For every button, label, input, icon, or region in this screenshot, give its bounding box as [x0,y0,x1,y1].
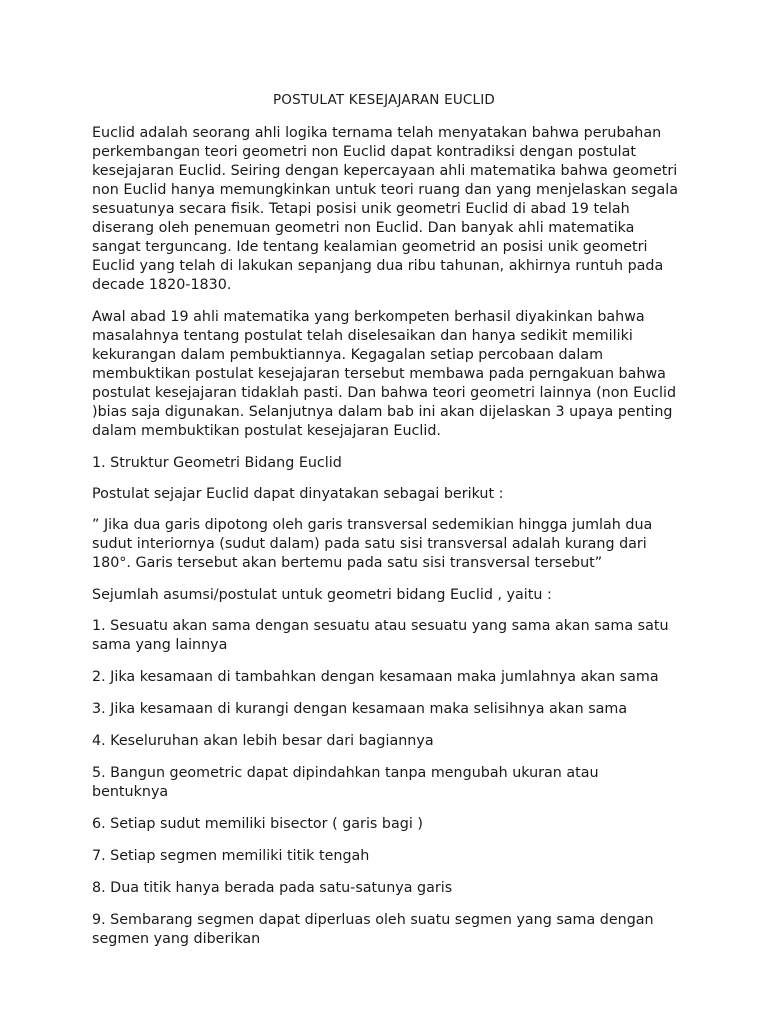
list-item: 9. Sembarang segmen dapat diperluas oleh suatu segmen yang sama dengan segmen yang diberikan [92,912,654,947]
document-body [92,124,678,962]
section-heading: 1. Struktur Geometri Bidang Euclid [92,455,342,471]
list-item: 2. Jika kesamaan di tambahkan dengan kesamaan maka jumlahnya akan sama [92,669,659,685]
list-item: 8. Dua titik hanya berada pada satu-satunya garis [92,880,453,896]
paragraph-postulat-intro: Postulat sejajar Euclid dapat dinyatakan sebagai berikut : [92,486,504,502]
list-item: 5. Bangun geometric dapat dipindahkan tanpa mengubah ukuran atau bentuknya [92,765,599,800]
list-item: 1. Sesuatu akan sama dengan sesuatu atau sesuatu yang sama akan sama satu sama yang lainnya [92,618,669,653]
list-item: 3. Jika kesamaan di kurangi dengan kesamaan maka selisihnya akan sama [92,701,628,717]
list-item: 6. Setiap sudut memiliki bisector ( garis bagi ) [92,816,423,832]
document-title: POSTULAT KESEJAJARAN EUCLID [272,92,496,108]
list-item: 7. Setiap segmen memiliki titik tengah [92,848,370,864]
paragraph-awal-abad: Awal abad 19 ahli matematika yang berkompeten berhasil diyakinkan bahwa masalahnya tentang postulat telah diselesaikan dan hanya sedikit memiliki kekurangan dalam pembuktiannya. Kegagalan setiap percobaan dalam membuktikan postulat kesejajaran tersebut membawa pada perngakuan bahwa postulat kesejajaran tidaklah pasti. Dan bahwa teori geometri lainnya (non Euclid )bias saja digunakan. Selanjutnya dalam bab ini akan dijelaskan 3 upaya penting dalam membuktikan postulat kesejajaran Euclid. [92,309,677,439]
paragraph-asumsi-intro: Sejumlah asumsi/postulat untuk geometri bidang Euclid , yaitu : [92,587,552,603]
paragraph-intro: Euclid adalah seorang ahli logika ternama telah menyatakan bahwa perubahan perkembangan teori geometri non Euclid dapat kontradiksi dengan postulat kesejajaran Euclid. Seiring dengan kepercayaan ahli matematika bahwa geometri non Euclid hanya memungkinkan untuk teori ruang dan yang menjelaskan segala sesuatunya secara fisik. Tetapi posisi unik geometri Euclid di abad 19 telah diserang oleh penemuan geometri non Euclid. Dan banyak ahli matematika sangat terguncang. Ide tentang kealamian geometrid an posisi unik geometri Euclid yang telah di lakukan sepanjang dua ribu tahunan, akhirnya runtuh pada decade 1820-1830. [92,125,678,293]
paragraph-quote: ” Jika dua garis dipotong oleh garis transversal sedemikian hingga jumlah dua sudut interiornya (sudut dalam) pada satu sisi transversal adalah kurang dari 180°. Garis tersebut akan bertemu pada satu sisi transversal tersebut” [92,517,653,571]
list-item: 4. Keseluruhan akan lebih besar dari bagiannya [92,733,434,749]
